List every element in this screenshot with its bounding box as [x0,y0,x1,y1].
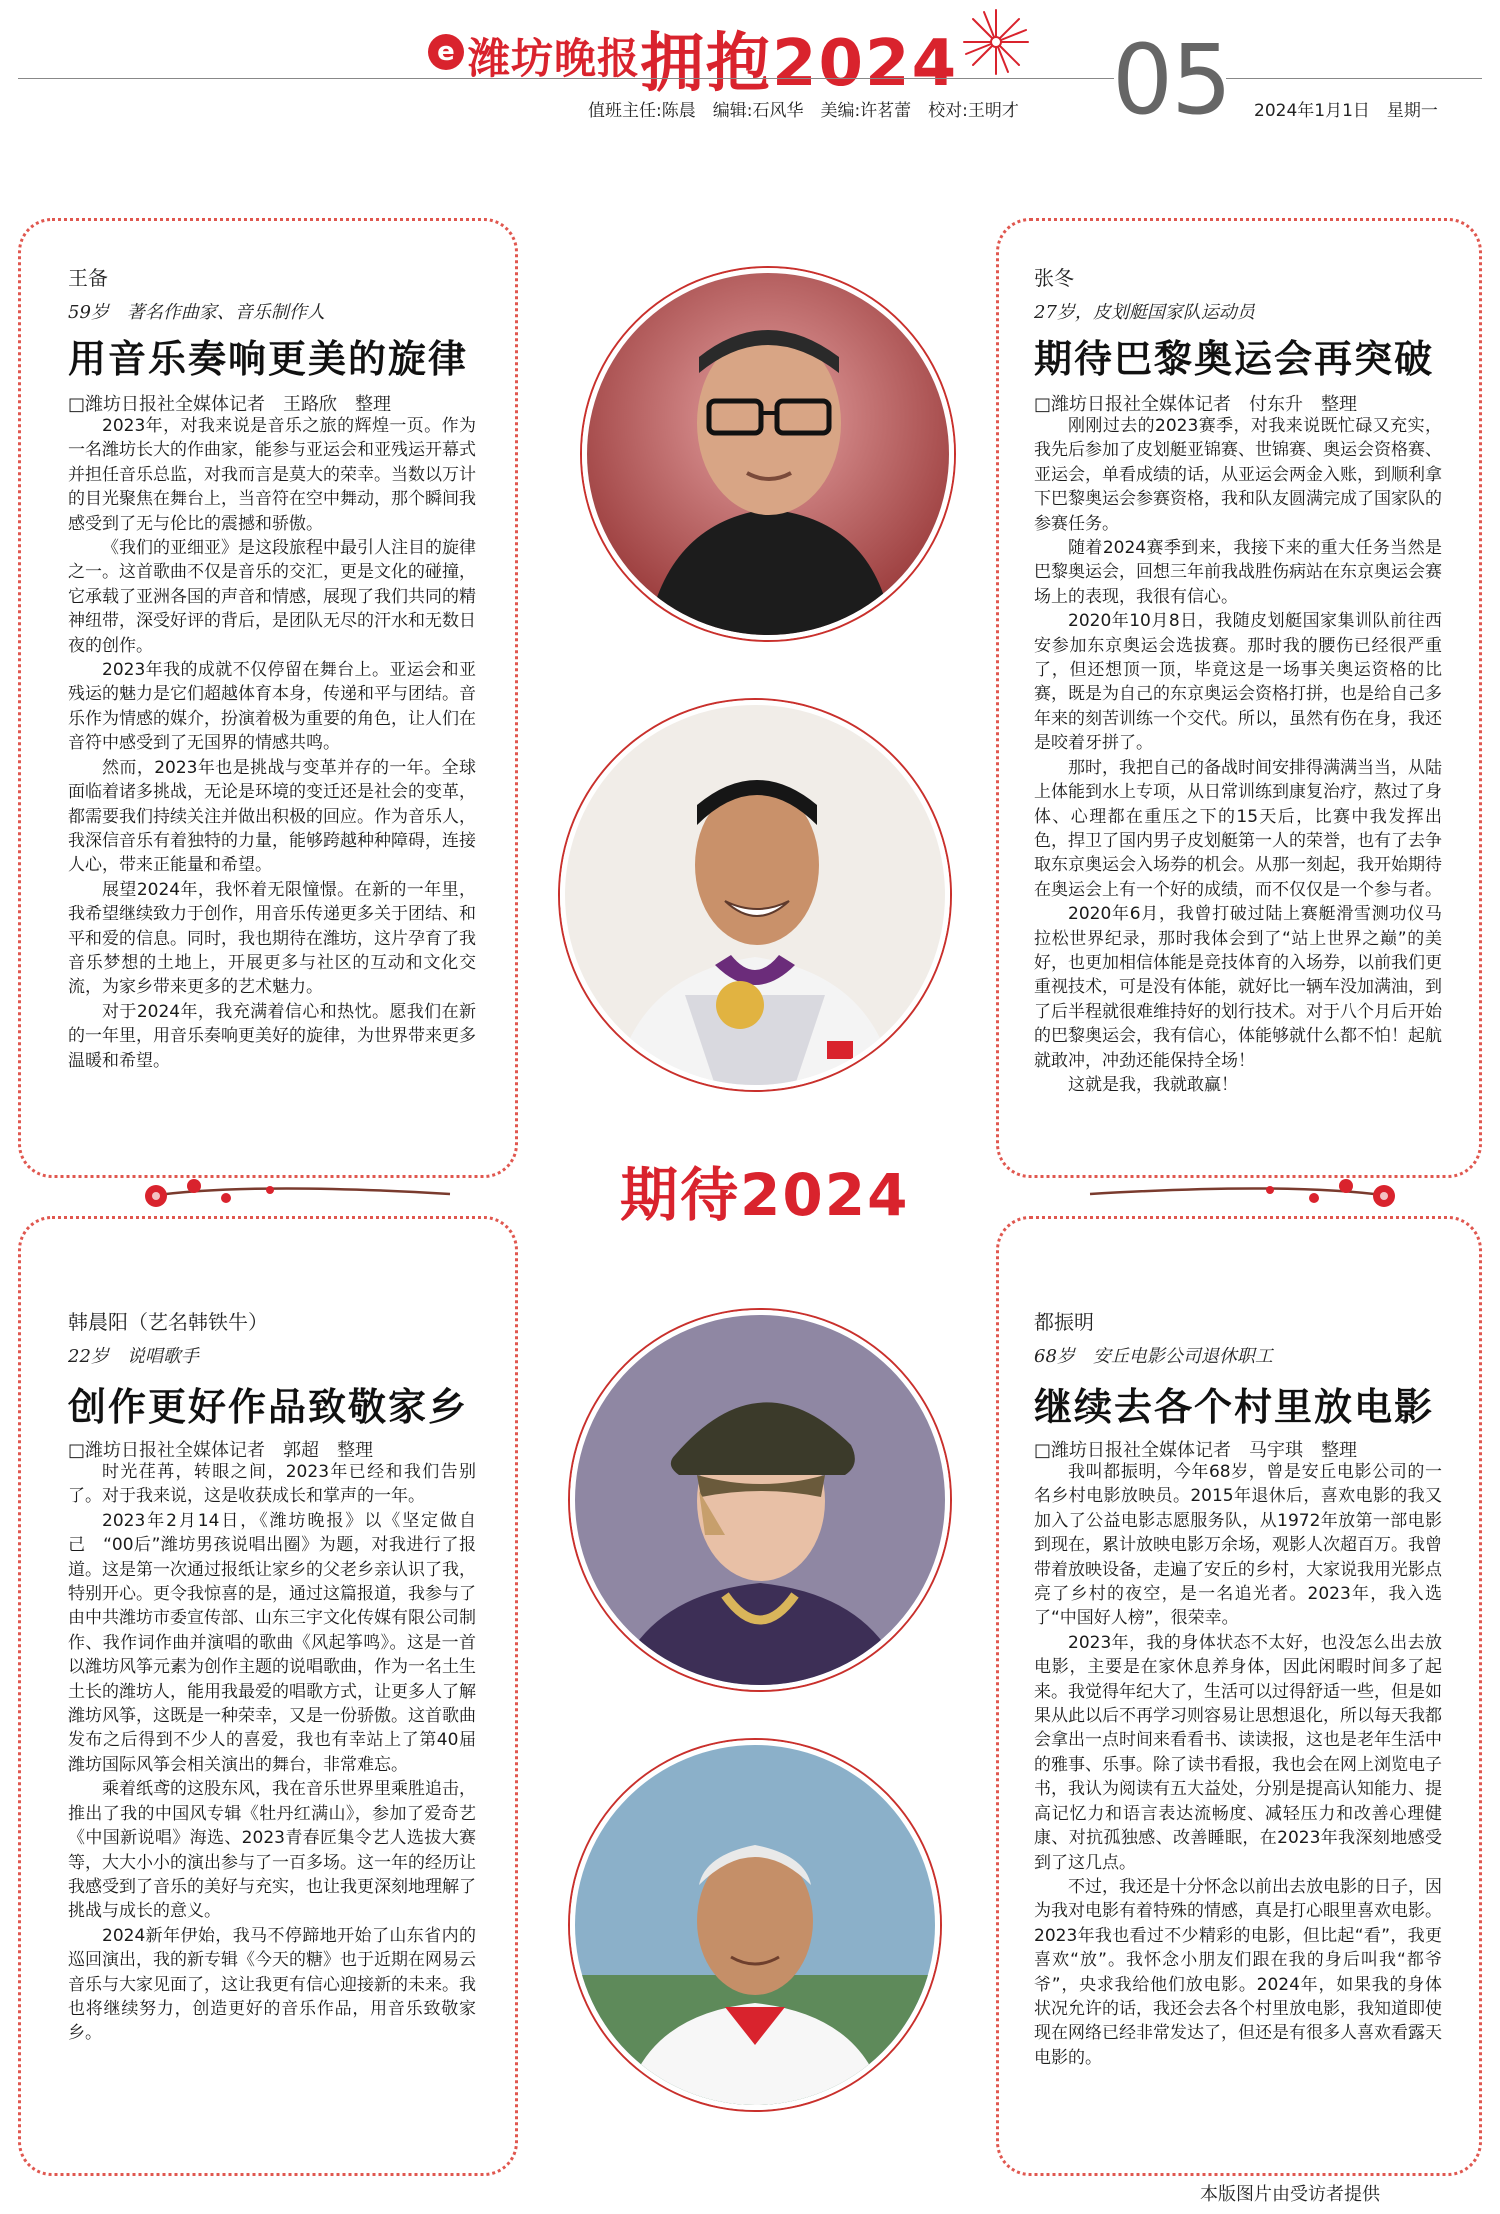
portrait-photo-zhang [560,700,950,1090]
profile-headline: 继续去各个村里放电影 [1034,1385,1435,1429]
paragraph: 2020年10月8日，我随皮划艇国家集训队前往西安参加东京奥运会选拔赛。那时我的腰伤已经很严重了，但还想顶一顶，毕竟这是一场事关奥运资格的比赛，既是为自己的东京奥运会资格打拼，也是给自己多年来的刻苦训练一个交代。所以，虽然有伤在身，我还是咬着牙拼了。 [1034,611,1442,754]
page-number: 05 [1112,24,1231,136]
profile-body [68,1460,476,2046]
paragraph: 2023年我的成就不仅停留在舞台上。亚运会和亚残运的魅力是它们超越体育本身，传递和平与团结。音乐作为情感的媒介，扮演着极为重要的角色，让人们在音符中感受到了无国界的情感共鸣。 [68,660,476,754]
profile-meta: 68岁 安丘电影公司退休职工 [1034,1346,1273,1367]
page-theme-title: 拥抱2024 [640,27,959,101]
fireworks-icon [960,6,1032,78]
paragraph: 我叫都振明，今年68岁，曾是安丘电影公司的一名乡村电影放映员。2015年退休后，喜欢电影的我又加入了公益电影志愿服务队，从1972年放第一部电影到现在，累计放映电影万余场，观影人次超百万。我曾带着放映设备，走遍了安丘的乡村，大家说我用光影点亮了乡村的夜空，是一名追光者。2023年，我入选了“中国好人榜”，很荣幸。 [1034,1462,1442,1629]
profile-name: 韩晨阳（艺名韩铁牛） [68,1310,268,1334]
paragraph: 时光荏苒，转眼之间，2023年已经和我们告别了。对于我来说，这是收获成长和掌声的一年。 [68,1462,476,1507]
profile-name: 都振明 [1034,1310,1094,1334]
profile-reporter: □潍坊日报社全媒体记者 马宇琪 整理 [1034,1440,1358,1461]
portrait-photo-wang [582,268,954,640]
profile-body [68,414,476,1073]
paragraph: 随着2024赛季到来，我接下来的重大任务当然是巴黎奥运会，回想三年前我战胜伤病站在东京奥运会赛场上的表现，我很有信心。 [1034,538,1442,607]
paragraph: 2023年，对我来说是音乐之旅的辉煌一页。作为一名潍坊长大的作曲家，能参与亚运会和亚残运开幕式并担任音乐总监，对我而言是莫大的荣幸。当数以万计的目光聚焦在舞台上，当音符在空中舞动，那个瞬间我感受到了无与伦比的震撼和骄傲。 [68,416,476,534]
paper-logo-icon: e [428,34,464,70]
paper-name: 潍坊晚报 [468,34,641,83]
paragraph: 不过，我还是十分怀念以前出去放电影的日子，因为我对电影有着特殊的情感，真是打心眼里喜欢电影。2023年我也看过不少精彩的电影，但比起“看”，我更喜欢“放”。我怀念小朋友们跟在我的身后叫我“都爷爷”，央求我给他们放电影。2024年，如果我的身体状况允许的话，我还会去各个村里放电影，我知道即使现在网络已经非常发达了，但还是有很多人喜欢看露天电影的。 [1034,1876,1442,2068]
paragraph: 乘着纸鸢的这股东风，我在音乐世界里乘胜追击，推出了我的中国风专辑《牡丹红满山》，参加了爱奇艺《中国新说唱》海选、2023青春匠集令艺人选拔大赛等，大大小小的演出参与了一百多场。这一年的经历让我感受到了音乐的美好与充实，也让我更深刻地理解了挑战与成长的意义。 [68,1779,476,1922]
paragraph: 2024新年伊始，我马不停蹄地开始了山东省内的巡回演出，我的新专辑《今天的糖》也于近期在网易云音乐与大家见面了，这让我更有信心迎接新的未来。我也将继续努力，创造更好的音乐作品，用音乐致敬家乡。 [68,1925,476,2044]
portrait-photo-han [570,1310,950,1690]
paragraph: 2023年，我的身体状态不太好，也没怎么出去放电影，主要是在家休息养身体，因此闲暇时间多了起来。我觉得年纪大了，生活可以过得舒适一些，但是如果从此以后不再学习则容易让思想退化，所以每天我都会拿出一点时间来看看书、读读报，这也是老年生活中的雅事、乐事。除了读书看报，我也会在网上浏览电子书，我认为阅读有五大益处，分别是提高认知能力、提高记忆力和语言表达流畅度、减轻压力和改善心理健康、对抗孤独感、改善睡眠，在2023年我深刻地感受到了这几点。 [1034,1632,1442,1873]
photo-credit-note: 本版图片由受访者提供 [1200,2184,1380,2205]
paragraph: 然而，2023年也是挑战与变革并存的一年。全球面临着诸多挑战，无论是环境的变迁还是社会的变革，都需要我们持续关注并做出积极的回应。作为音乐人，我深信音乐有着独特的力量，能够跨越种种障碍，连接人心，带来正能量和希望。 [68,757,476,876]
profile-reporter: □潍坊日报社全媒体记者 付东升 整理 [1034,394,1358,415]
editor-credits: 值班主任:陈晨 编辑:石风华 美编:许茗蕾 校对:王明才 [588,101,1019,121]
profile-headline: 创作更好作品致敬家乡 [68,1385,469,1429]
profile-body [1034,414,1442,1097]
paragraph: 那时，我把自己的备战时间安排得满满当当，从陆上体能到水上专项，从日常训练到康复治疗，熬过了身体、心理都在重压之下的15天后，比赛中我发挥出色，捍卫了国内男子皮划艇第一人的荣誉，也有了去争取东京奥运会入场券的机会。从那一刻起，我开始期待在奥运会上有一个好的成绩，而不仅仅是一个参与者。 [1034,757,1442,900]
paragraph: 这就是我，我就敢赢！ [1068,1074,1238,1095]
profile-name: 张冬 [1034,266,1074,290]
profile-headline: 期待巴黎奥运会再突破 [1034,337,1435,381]
profile-headline: 用音乐奏响更美的旋律 [68,337,469,381]
profile-name: 王备 [68,266,108,290]
profile-reporter: □潍坊日报社全媒体记者 王路欣 整理 [68,394,392,415]
plum-blossom-icon [1070,1172,1410,1216]
profile-reporter: □潍坊日报社全媒体记者 郭超 整理 [68,1440,374,1461]
issue-date: 2024年1月1日 星期一 [1254,101,1438,121]
paragraph: 2023年2月14日，《潍坊晚报》以《坚定做自己 “00后”潍坊男孩说唱出圈》为题，对我进行了报道。这是第一次通过报纸让家乡的父老乡亲认识了我，特别开心。更令我惊喜的是，通过这篇报道，我参与了由中共潍坊市委宣传部、山东三宇文化传媒有限公司制作、我作词作曲并演唱的歌曲《风起筝鸣》。这是一首以潍坊风筝元素为创作主题的说唱歌曲，作为一名土生土长的潍坊人，能用我最爱的唱歌方式，让更多人了解潍坊风筝，这既是一种荣幸，又是一份骄傲。这首歌曲发布之后得到不少人的喜爱，我也有幸站上了第40届潍坊国际风筝会相关演出的舞台，非常难忘。 [68,1510,476,1775]
paragraph: 展望2024年，我怀着无限憧憬。在新的一年里，我希望继续致力于创作，用音乐传递更多关于团结、和平和爱的信息。同时，我也期待在潍坊，这片孕育了我音乐梦想的土地上，开展更多与社区的互动和文化交流，为家乡带来更多的艺术魅力。 [68,879,476,998]
header-rule [18,78,1114,79]
paragraph: 2020年6月，我曾打破过陆上赛艇滑雪测功仪马拉松世界纪录，那时我体会到了“站上世界之巅”的美好，也更加相信体能是竞技体育的入场券，以前我们更重视技术，可是没有体能，就好比一辆车没加满油，到了后半程就很难维持好的划行技术。对于八个月后开始的巴黎奥运会，我有信心，体能够就什么都不怕！起航就敢冲，冲劲还能保持全场！ [1034,904,1442,1071]
header-rule-right [1226,78,1482,79]
profile-meta: 59岁 著名作曲家、音乐制作人 [68,302,325,323]
portrait-photo-du [570,1740,940,2110]
profile-body [1034,1460,1442,2070]
plum-blossom-icon [130,1172,470,1216]
profile-meta: 27岁，皮划艇国家队运动员 [1034,302,1255,323]
paragraph: 对于2024年，我充满着信心和热忱。愿我们在新的一年里，用音乐奏响更美好的旋律，为世界带来更多温暖和希望。 [68,1001,476,1071]
section-title: 期待2024 [620,1161,910,1229]
profile-meta: 22岁 说唱歌手 [68,1346,199,1367]
paragraph: 《我们的亚细亚》是这段旅程中最引人注目的旋律之一。这首歌曲不仅是音乐的交汇，更是文化的碰撞，它承载了亚洲各国的声音和情感，展现了我们共同的精神纽带，深受好评的背后，是团队无尽的汗水和无数日夜的创作。 [68,538,476,656]
paragraph: 刚刚过去的2023赛季，对我来说既忙碌又充实，我先后参加了皮划艇亚锦赛、世锦赛、奥运会资格赛、亚运会，单看成绩的话，从亚运会两金入账，到顺利拿下巴黎奥运会参赛资格，我和队友圆满完成了国家队的参赛任务。 [1034,416,1442,534]
